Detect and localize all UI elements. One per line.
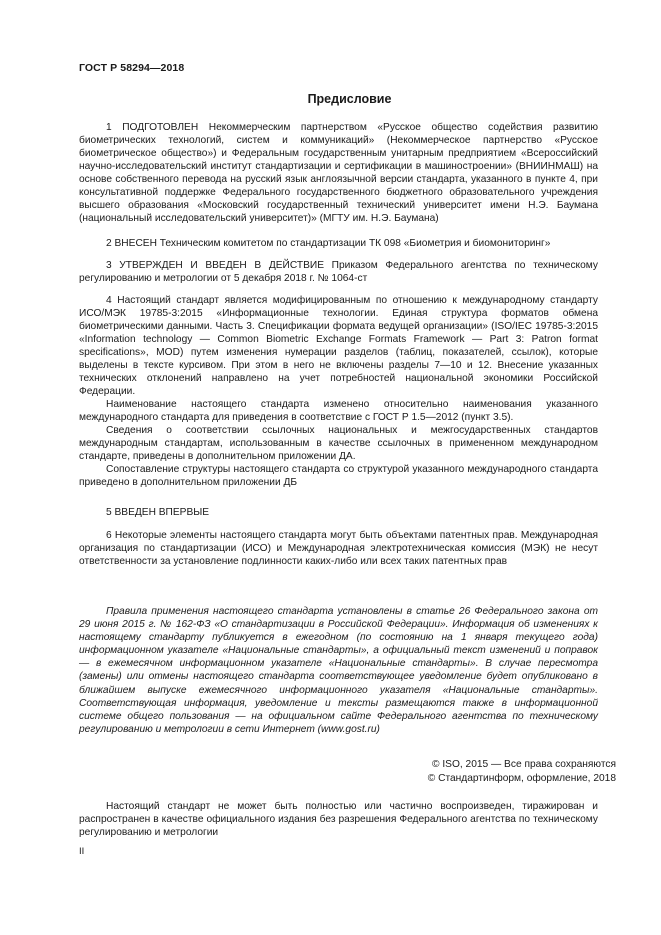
section-3 [79,259,598,285]
section-6-para: 6 Некоторые элементы настоящего стандарта могут быть объектами патентных прав. Международная организация по стандартизации (ИСО) и Международная электротехническая комиссия (МЭК) не несут ответственности за установление подлинности каких-либо или всех таких патентных прав [79,530,598,567]
page-number: II [79,846,85,857]
copyright-block [428,758,616,786]
section-4-para-1: 4 Настоящий стандарт является модифицированным по отношению к международному стандарту ИСО/МЭК 19785-3:2015 «Информационные технологии. Единая структура форматов обмена биометрическими данными. Часть 3. Спецификации формата ведущей организации» (ISO/IEC 19785-3:2015 «Information technology — Common Biometric Exchange Formats Framework — Part 3: Patron format specifications», MOD) путем изменения нумерации разделов (таблиц, показателей, ссылок), которые выделены в тексте курсивом. При этом в него не включены разделы 7—10 и 12. Внесение указанных технических отклонений направлено на учет потребностей национальной экономики Российской Федерации. [79,295,598,397]
section-2-para: 2 ВНЕСЕН Техническим комитетом по стандартизации ТК 098 «Биометрия и биомониторинг» [106,238,551,249]
section-4-para-2: Наименование настоящего стандарта изменено относительно наименования указанного международного стандарта для приведения в соответствие с ГОСТ Р 1.5—2012 (пункт 3.5). [79,399,598,423]
rules-notice [79,605,598,736]
section-4 [79,294,598,489]
document-code-header: ГОСТ Р 58294—2018 [79,62,185,74]
section-5-para: 5 ВВЕДЕН ВПЕРВЫЕ [106,507,210,518]
section-1 [79,121,598,225]
section-4-para-4: Сопоставление структуры настоящего стандарта со структурой указанного международного стандарта приведено в дополнительном приложении ДБ [79,464,598,488]
section-3-para: 3 УТВЕРЖДЕН И ВВЕДЕН В ДЕЙСТВИЕ Приказом Федерального агентства по техническому регулированию и метрологии от 5 декабря 2018 г. № 1064-ст [79,260,598,284]
reproduction-notice-text: Настоящий стандарт не может быть полностью или частично воспроизведен, тиражирован и распространен в качестве официального издания без разрешения Федерального агентства по техническому регулированию и метрологии [79,801,598,838]
section-5 [79,506,598,519]
iso-copyright: © ISO, 2015 — Все права сохраняются [432,759,616,770]
section-1-para: 1 ПОДГОТОВЛЕН Некоммерческим партнерством «Русское общество содействия развитию биометрических технологий, систем и коммуникаций» (Некоммерческое партнерство «Русское биометрическое общество») и Федеральным государственным унитарным предприятием «Всероссийский научно-исследовательский институт стандартизации и сертификации в машиностроении» (ВНИИНМАШ) на основе собственного перевода на русский язык англоязычной версии стандарта, указанного в пункте 4, при консультативной поддержке Федерального государственного бюджетного образовательного учреждения высшего образования «Московский государственный технический университет имени Н.Э. Баумана (национальный исследовательский университет)» (МГТУ им. Н.Э. Баумана) [79,122,598,224]
publisher-copyright: © Стандартинформ, оформление, 2018 [427,773,616,784]
section-4-para-3: Сведения о соответствии ссылочных национальных и межгосударственных стандартов международным стандартам, использованным в качестве ссылочных в примененном международном стандарте, приведены в дополнительном приложении ДА. [79,425,598,462]
page-title: Предисловие [307,92,392,106]
section-2 [79,237,598,250]
section-6 [79,529,598,568]
reproduction-notice [79,800,598,839]
rules-notice-text: Правила применения настоящего стандарта установлены в статье 26 Федерального закона от 29 июня 2015 г. № 162-ФЗ «О стандартизации в Российской Федерации». Информация об изменениях к настоящему стандарту публикуется в ежегодном (по состоянию на 1 января текущего года) информационном указателе «Национальные стандарты», а официальный текст изменений и поправок — в ежемесячном информационном указателе «Национальные стандарты». В случае пересмотра (замены) или отмены настоящего стандарта соответствующее уведомление будет опубликовано в ближайшем выпуске ежемесячного информационного указателя «Национальные стандарты». Соответствующая информация, уведомление и тексты размещаются также в информационной системе общего пользования — на официальном сайте Федерального агентства по техническому регулированию и метрологии в сети Интернет (www.gost.ru) [79,606,598,735]
